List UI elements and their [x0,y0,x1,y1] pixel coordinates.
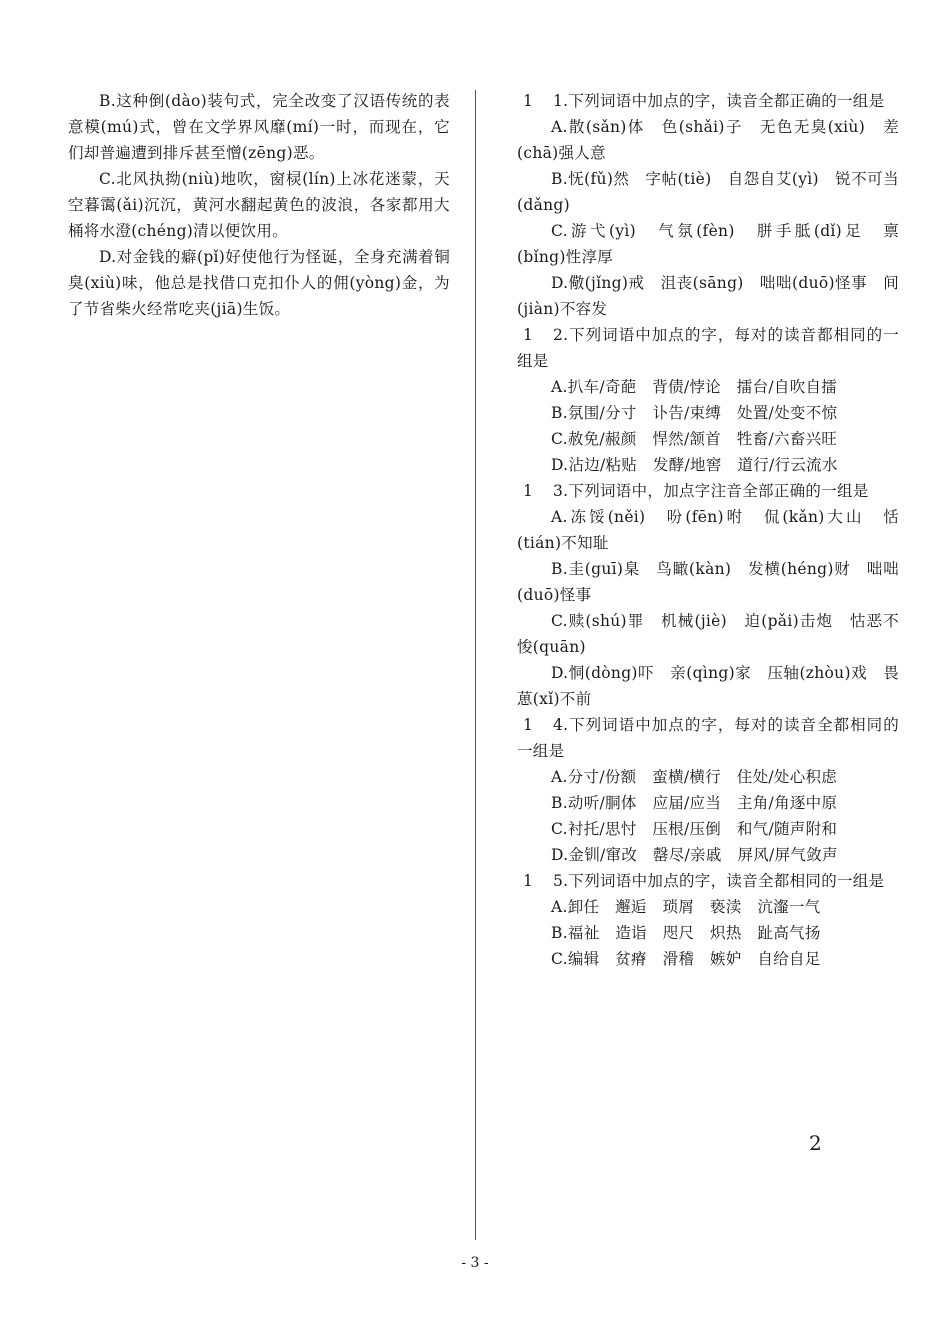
question-3-option-d: D.恫(dòng)吓 亲(qìng)家 压轴(zhòu)戏 畏葸(xǐ)不前 [517,664,899,708]
question-1-option-d: D.儆(jǐng)戒 沮丧(sāng) 咄咄(duō)怪事 间(jiàn)不容发 [517,274,899,318]
page-mark: 2 [809,1131,822,1155]
question-4-stem: 1 4.下列词语中加点的字，每对的读音全都相同的一组是 [517,712,899,764]
question-2-option-b: B.氛围/分寸 讣告/束缚 处置/处变不惊 [551,404,838,422]
question-2-option-a: A.扒车/奇葩 背债/悖论 擂台/自吹自擂 [551,378,838,396]
question-marker: 1 [523,716,534,734]
question-4-option-a: A.分寸/份额 蛮横/横行 住处/处心积虑 [551,768,838,786]
question-1-stem: 1 1.下列词语中加点的字，读音全都正确的一组是 [517,88,899,114]
question-marker: 1 [523,872,534,890]
question-marker: 1 [523,326,534,344]
question-3-option-a: A.冻馁(něi) 吩(fēn)咐 侃(kǎn)大山 恬(tián)不知耻 [517,508,899,552]
question-4-option-c: C.衬托/思忖 压根/压倒 和气/随声附和 [551,820,838,838]
right-column [517,88,899,972]
column-divider [475,90,476,1240]
question-2-option-c: C.赦免/赧颜 悍然/颔首 牲畜/六畜兴旺 [551,430,838,448]
question-1-option-b: B.怃(fǔ)然 字帖(tiè) 自怨自艾(yì) 锐不可当(dǎng) [517,170,899,214]
paragraph-c: C.北风执拗(niù)地吹，窗棂(lín)上冰花迷蒙，天空暮霭(ǎi)沉沉，黄河水翻起黄色的波浪，各家都用大桶将水澄(chéng)清以便饮用。 [68,170,450,240]
question-3-stem: 1 3.下列词语中，加点字注音全部正确的一组是 [517,478,899,504]
question-3-option-b: B.圭(guī)臬 鸟瞰(kàn) 发横(héng)财 咄咄(duō)怪事 [517,560,899,604]
question-1-option-a: A.散(sǎn)体 色(shǎi)子 无色无臭(xiù) 差(chā)强人意 [517,118,899,162]
question-marker: 1 [523,92,534,110]
question-5-stem: 1 5.下列词语中加点的字，读音全都相同的一组是 [517,868,899,894]
left-column [68,88,450,322]
question-2-option-d: D.沾边/粘贴 发酵/地窖 道行/行云流水 [551,456,838,474]
question-4-option-b: B.动听/胴体 应届/应当 主角/角逐中原 [551,794,838,812]
question-1-option-c: C.游弋(yì) 气氛(fèn) 胼手胝(dǐ)足 禀(bǐng)性淳厚 [517,222,899,266]
question-5-option-a: A.卸任 邂逅 琐屑 亵渎 沆瀣一气 [551,898,821,916]
question-5-option-c: C.编辑 贫瘠 滑稽 嫉妒 自给自足 [551,950,821,968]
question-2-stem: 1 2.下列词语中加点的字，每对的读音都相同的一组是 [517,322,899,374]
question-3-option-c: C.赎(shú)罪 机械(jiè) 迫(pǎi)击炮 怙恶不悛(quān) [517,612,899,656]
question-marker: 1 [523,482,534,500]
page-number: - 3 - [461,1255,489,1271]
paragraph-d: D.对金钱的癖(pǐ)好使他行为怪诞，全身充满着铜臭(xiù)味，他总是找借口克扣仆人的佣(yòng)金，为了节省柴火经常吃夹(jiā)生饭。 [68,248,450,318]
question-4-option-d: D.金钏/窜改 罄尽/亲戚 屏风/屏气敛声 [551,846,838,864]
paragraph-b: B.这种倒(dào)装句式，完全改变了汉语传统的表意模(mú)式，曾在文学界风靡(mí)一时，而现在，它们却普遍遭到排斥甚至憎(zēng)恶。 [68,92,450,162]
question-5-option-b: B.福祉 造诣 咫尺 炽热 趾高气扬 [551,924,821,942]
